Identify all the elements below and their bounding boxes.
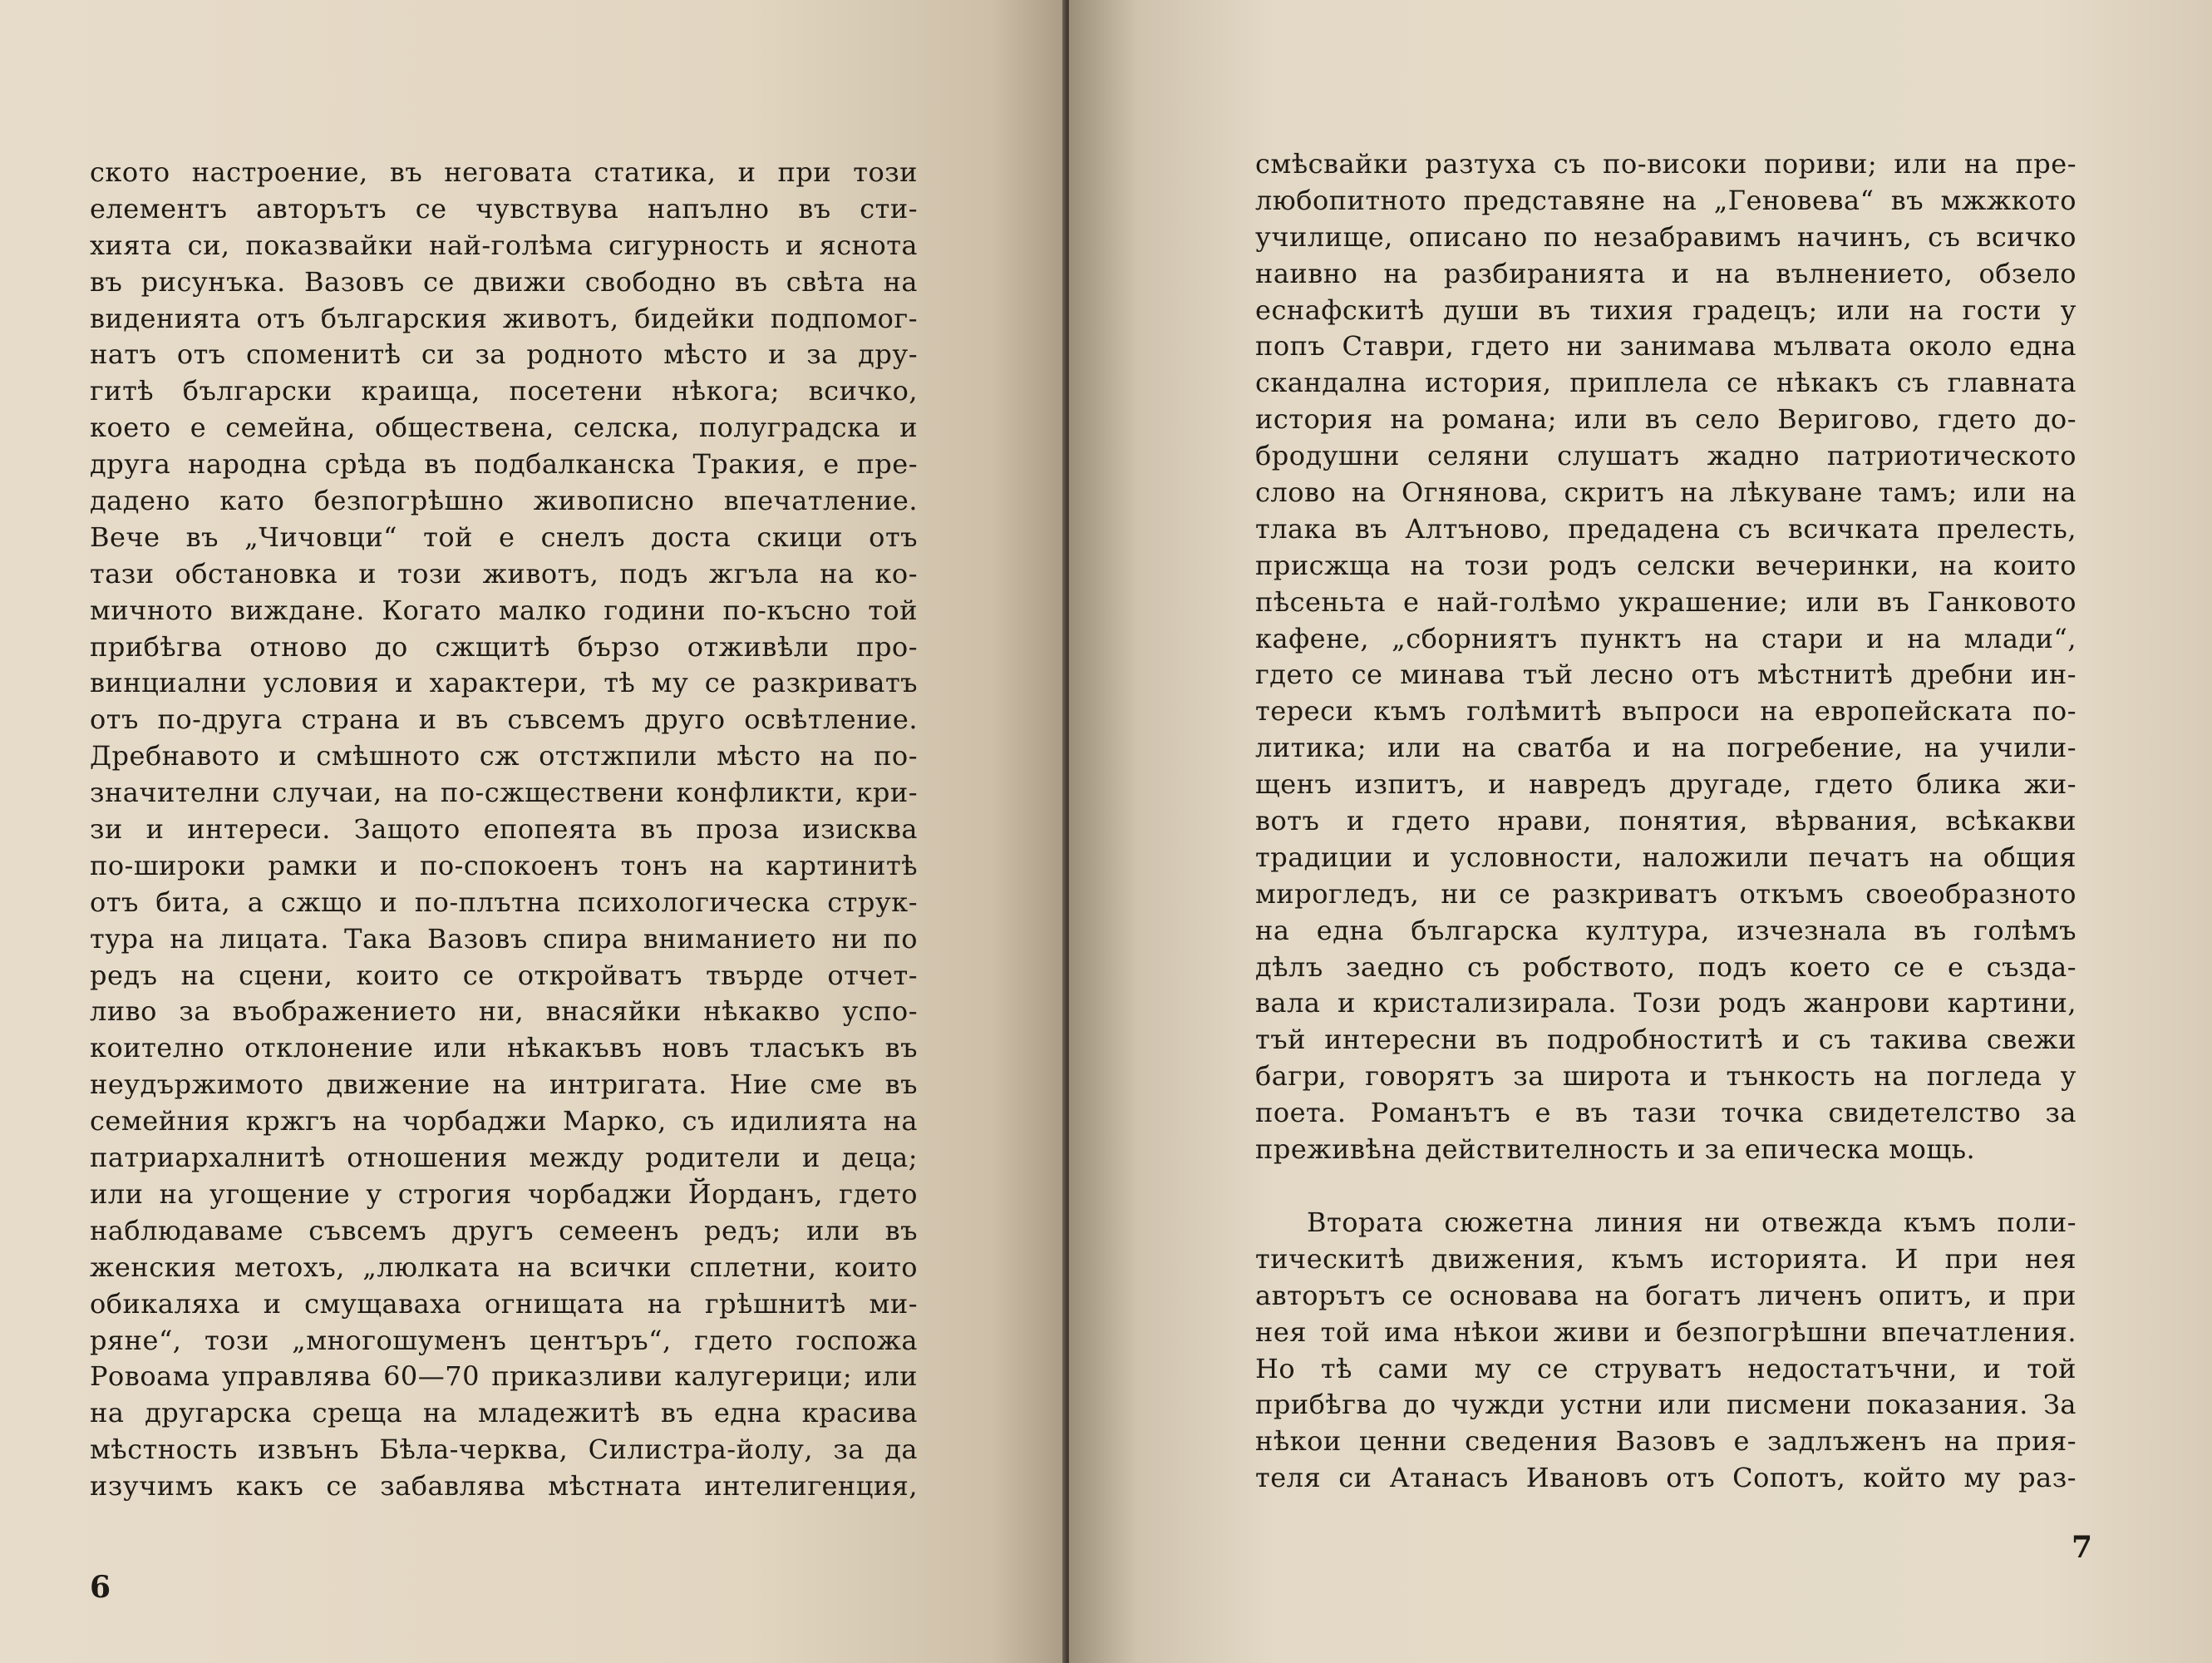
text-line: или на угощение у строгия чорбаджи Йорданъ, гдето [90,1177,918,1210]
text-line: тлака въ Алтъново, предадена съ всичката прелесть, [1255,512,2077,545]
left-page-text [90,155,918,1505]
text-line: хията си, показвайки най-голѣма сигурность и яснота [90,229,918,261]
text-line: скандална история, приплела се нѣкакъ съ главната [1255,367,2077,399]
text-line: тическитѣ движения, къмъ историята. И при нея [1255,1242,2077,1275]
text-line: Ровоама управлява 60—70 приказливи калугерици; или [90,1360,918,1393]
text-line: смѣсвайки разтуха съ по-високи пориви; или на пре- [1255,148,2077,180]
text-line: обикаляха и смущаваха огнищата на грѣшнитѣ ми- [90,1287,918,1320]
text-line: вотъ и гдето нрави, понятия, вѣрвания, всѣкакви [1255,805,2077,837]
text-line: наивно на разбиранията и на вълнението, обзело [1255,257,2077,289]
text-line: поета. Романътъ е въ тази точка свидетелство за [1255,1097,2077,1129]
text-line: традиции и условности, наложили печатъ на общия [1255,841,2077,873]
right-page-number: 7 [2072,1530,2093,1565]
text-line: присжща на този родъ селски вечеринки, на които [1255,549,2077,581]
text-line: ливо за въображението ни, внасяйки нѣкакво успо- [90,995,918,1028]
text-line: еснафскитѣ души въ тихия градецъ; или на гости у [1255,294,2077,326]
text-line: училище, описано по незабравимъ начинъ, съ всичко [1255,220,2077,253]
text-line: виденията отъ българския животъ, бидейки подпомог- [90,302,918,334]
text-line: на една българска култура, изчезнала въ голѣмъ [1255,914,2077,946]
text-line: гдето се минава тъй лесно отъ мѣстнитѣ дребни ин- [1255,659,2077,691]
text-line: семейния кржгъ на чорбаджи Марко, съ идилията на [90,1105,918,1137]
paragraph-gap [1255,1168,2077,1205]
text-line: нѣкои ценни сведения Вазовъ е задлъженъ на прия- [1255,1425,2077,1458]
text-line: въ рисунъка. Вазовъ се движи свободно въ свѣта на [90,265,918,298]
text-line: кафене, „сборниятъ пунктъ на стари и на млади“, [1255,622,2077,654]
text-line: мичното виждане. Когато малко години по-късно той [90,594,918,626]
text-line: прибѣгва отново до сжщитѣ бързо отживѣли про- [90,630,918,663]
text-line: дѣлъ заедно съ робството, подъ което се е създа- [1255,950,2077,983]
text-line: женския метохъ, „люлката на всички сплетни, които [90,1251,918,1283]
text-line: вала и кристализирала. Този родъ жанрови картини, [1255,987,2077,1019]
text-line: мирогледъ, ни се разкриватъ откъмъ своеобразното [1255,877,2077,910]
left-page-number: 6 [90,1570,111,1605]
text-line: пѣсеньта е най-голѣмо украшение; или въ Ганковото [1255,585,2077,618]
text-line: по-широки рамки и по-спокоенъ тонъ на картинитѣ [90,849,918,881]
text-line: значителни случаи, на по-сжществени конфликти, кри- [90,777,918,809]
text-line: литика; или на сватба и на погребение, на учили- [1255,732,2077,764]
text-line: багри, говорятъ за широта и тънкость на погледа у [1255,1060,2077,1093]
text-line: тази обстановка и този животъ, подъ жгъла на ко- [90,557,918,590]
text-line: натъ отъ споменитѣ си за родното мѣсто и за дру- [90,338,918,371]
text-line: патриархалнитѣ отношения между родители и деца; [90,1142,918,1174]
text-line: тъй интересни въ подробноститѣ и съ такива свежи [1255,1024,2077,1056]
text-line: редъ на сцени, които се откройватъ твърде отчет- [90,959,918,991]
text-line: Втората сюжетна линия ни отвежда къмъ поли- [1307,1206,2077,1238]
text-line: любопитното представяне на „Геновева“ въ мжжкото [1255,184,2077,216]
right-page-text [1255,146,2077,1497]
text-line: история на романа; или въ село Веригово, гдето до- [1255,403,2077,436]
left-page [0,0,1066,1663]
text-line: Но тѣ сами му се струватъ недостатъчни, и той [1255,1352,2077,1384]
text-line: попъ Ставри, гдето ни занимава мълвата около една [1255,330,2077,363]
text-line: теля си Атанасъ Ивановъ отъ Сопотъ, който му раз- [1255,1462,2077,1494]
text-line: коително отклонение или нѣкакъвъ новъ тласъкъ въ [90,1032,918,1064]
text-line: дадено като безпогрѣшно живописно впечатление. [90,485,918,517]
text-line: авторътъ се основава на богатъ личенъ опитъ, и при [1255,1279,2077,1311]
text-line: изучимъ какъ се забавлява мѣстната интелигенция, [90,1470,918,1503]
text-line: тура на лицата. Така Вазовъ спира вниманието ни по [90,922,918,955]
text-line: отъ по-друга страна и въ съвсемъ друго освѣтление. [90,703,918,736]
text-line: друга народна срѣда въ подбалканска Тракия, е пре- [90,448,918,481]
text-line: нея той има нѣкои живи и безпогрѣшни впечатления. [1255,1315,2077,1348]
text-line: прибѣгва до чужди устни или писмени показания. За [1255,1389,2077,1421]
text-line: мѣстность извънъ Бѣла-черква, Силистра-йолу, за да [90,1434,918,1466]
right-page [1069,0,2212,1663]
text-line: което е семейна, обществена, селска, полуградска и [90,412,918,444]
text-line: неудържимото движение на интригата. Ние сме въ [90,1068,918,1101]
text-line: слово на Огнянова, скритъ на лѣкуване тамъ; или на [1255,476,2077,509]
text-line: щенъ изпитъ, и навредъ другаде, гдето блика жи- [1255,768,2077,801]
text-line: ското настроение, въ неговата статика, и при този [90,156,918,188]
text-line: на другарска среща на младежитѣ въ една красива [90,1397,918,1429]
text-line: бродушни селяни слушатъ жадно патриотическото [1255,440,2077,472]
text-line: елементъ авторътъ се чувствува напълно въ сти- [90,192,918,225]
text-line: преживѣна действителность и за епическа мощь. [1255,1133,1976,1166]
text-line: винциални условия и характери, тѣ му се разкриватъ [90,667,918,699]
text-line: зи и интереси. Защото епопеята въ проза изисква [90,813,918,846]
text-line: Дребнавото и смѣшното сж отстжпили мѣсто на по- [90,740,918,772]
text-line: гитѣ български краища, посетени нѣкога; всичко, [90,375,918,407]
text-line: отъ бита, а сжщо и по-плътна психологическа струк- [90,886,918,918]
text-line: тереси къмъ голѣмитѣ въпроси на европейската по- [1255,695,2077,728]
text-line: наблюдаваме съвсемъ другъ семеенъ редъ; или въ [90,1214,918,1246]
text-line: ряне“, този „многошуменъ центъръ“, гдето госпожа [90,1324,918,1356]
text-line: Вече въ „Чичовци“ той е снелъ доста скици отъ [90,521,918,553]
